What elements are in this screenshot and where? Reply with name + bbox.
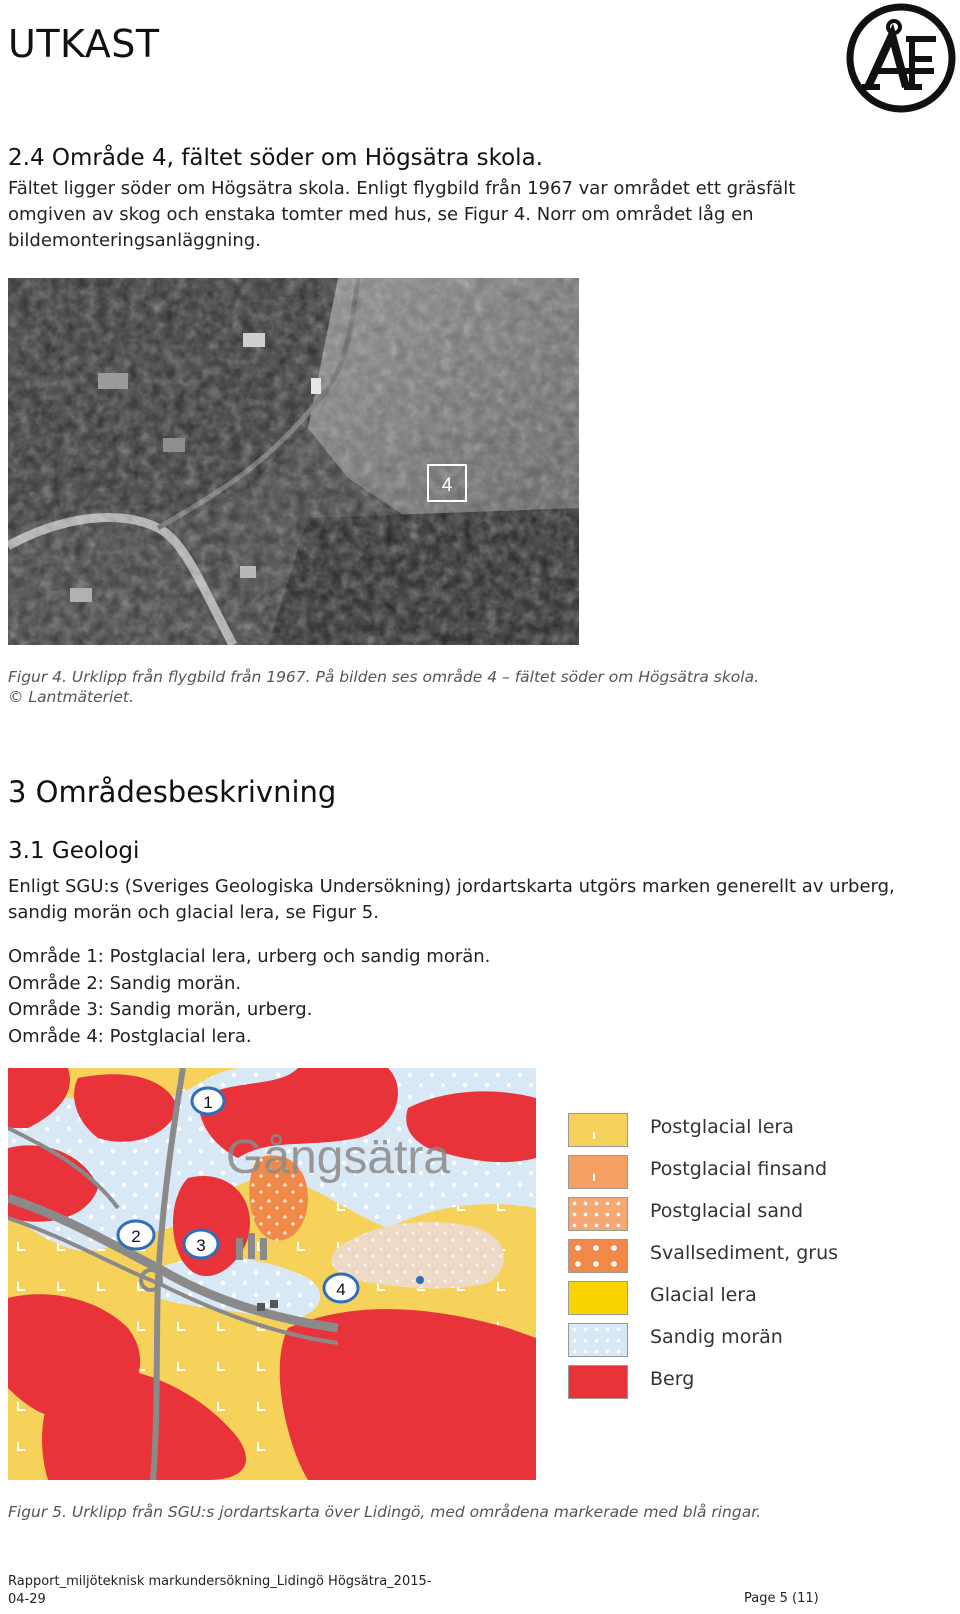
legend-swatch	[568, 1113, 628, 1147]
legend-label: Glacial lera	[650, 1284, 757, 1306]
legend-swatch	[568, 1365, 628, 1399]
legend-label: Postglacial lera	[650, 1116, 794, 1138]
draft-label: UTKAST	[8, 22, 160, 66]
legend-swatch	[568, 1197, 628, 1231]
svg-text:1: 1	[203, 1093, 213, 1112]
legend-label: Postglacial sand	[650, 1200, 804, 1222]
svg-text:2: 2	[131, 1227, 141, 1246]
legend-swatch	[568, 1155, 628, 1189]
section-heading-3-1: 3.1 Geologi	[8, 838, 140, 864]
legend-label: Sandig morän	[650, 1326, 783, 1348]
area-marker-2-icon	[118, 1221, 154, 1249]
section-heading-2-4: 2.4 Område 4, fältet söder om Högsätra skola.	[8, 145, 543, 171]
footer-filename: Rapport_miljöteknisk markundersökning_Lidingö Högsätra_2015-04-29	[8, 1574, 432, 1607]
legend-item	[568, 1155, 868, 1189]
legend-item	[568, 1365, 868, 1399]
area-item: Område 1: Postglacial lera, urberg och sandig morän.	[8, 946, 491, 967]
area-item: Område 2: Sandig morän.	[8, 972, 242, 994]
area-item: Område 4: Postglacial lera.	[8, 1025, 252, 1047]
legend-item	[568, 1323, 868, 1357]
aerial-photo-1967	[8, 278, 579, 645]
legend-label: Berg	[650, 1368, 695, 1390]
soil-map	[8, 1068, 536, 1480]
legend-swatch	[568, 1281, 628, 1315]
legend-swatch	[568, 1323, 628, 1357]
legend-item	[568, 1197, 868, 1231]
svg-text:4: 4	[336, 1280, 346, 1299]
figure-4-caption-line2: © Lantmäteriet.	[8, 688, 134, 706]
section-heading-3: 3 Områdesbeskrivning	[8, 775, 337, 809]
figure-5-caption: Figur 5. Urklipp från SGU:s jordartskarta över Lidingö, med områdena markerade med blå ringar.	[8, 1503, 762, 1521]
area-marker-3-icon	[184, 1230, 218, 1258]
legend-label: Svallsediment, grus	[650, 1242, 839, 1264]
legend-item	[568, 1239, 868, 1273]
footer-page-number: Page 5 (11)	[744, 1591, 819, 1606]
legend-swatch	[568, 1239, 628, 1273]
area-item: Område 3: Sandig morän, urberg.	[8, 999, 313, 1020]
area-marker-1-icon	[192, 1088, 224, 1114]
aerial-area-marker: 4	[441, 475, 453, 496]
geology-paragraph: Enligt SGU:s (Sveriges Geologiska Undersökning) jordartskarta utgörs marken generellt av urberg, sandig morän och glacial lera, se Figur 5.	[8, 876, 895, 923]
legend-label: Postglacial finsand	[650, 1158, 828, 1180]
legend-item	[568, 1113, 868, 1147]
legend-item	[568, 1281, 868, 1315]
figure-4-caption-line1: Figur 4. Urklipp från flygbild från 1967. På bilden ses område 4 – fältet söder om Högsätra skola.	[8, 668, 760, 686]
area-marker-4-icon	[324, 1274, 358, 1302]
area-list	[8, 944, 490, 1050]
figure-4-caption	[8, 667, 928, 707]
section-2-4-paragraph: Fältet ligger söder om Högsätra skola. Enligt flygbild från 1967 var området ett gräsfält omgiven av skog och enstaka tomter med hus, se Figur 4. Norr om området låg en bildemonteringsanläggning.	[8, 178, 796, 251]
af-logo	[846, 3, 956, 113]
map-place-name: Gångsätra	[225, 1131, 451, 1184]
svg-text:3: 3	[196, 1236, 206, 1255]
